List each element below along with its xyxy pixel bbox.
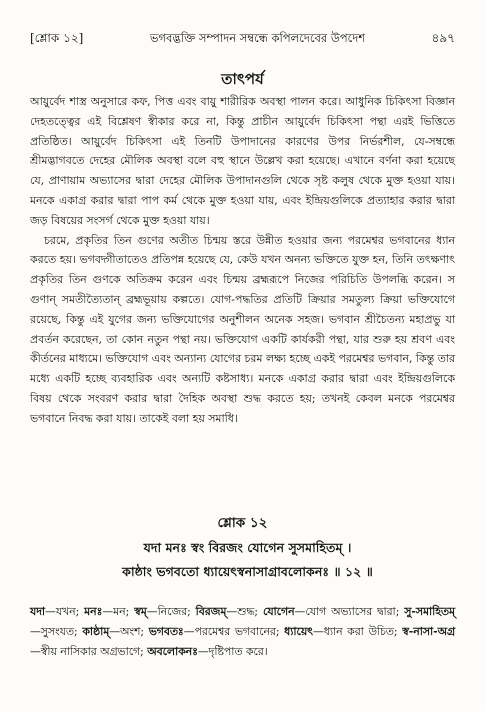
purport-heading: তাৎপর্য	[221, 70, 264, 88]
synonym-term: সু-সমাহিতম্	[404, 605, 455, 618]
synonym-meaning: নিজের	[157, 605, 188, 618]
synonym-meaning: মন	[113, 605, 126, 618]
verse-line: যদা মনঃ স্বং বিরজং যোগেন সুসমাহিতম্ ।	[143, 540, 352, 555]
word-for-word-synonyms: যদা—যখন; মনঃ—মন; স্বম্—নিজের; বিরজম্—শুদ্ধ; যোগেন—যোগ অভ্যাসের দ্বারা; সু-সমাহিতম্—সুসংযত; কাষ্ঠাম্—অংশ; ভগবতঃ—পরমেশ্বর ভগবানের; ধ্যায়েৎ—ধ্যান করা উচিত; স্ব-নাসা-অগ্র—স্বীয় নাসিকার অগ্রভাগে; অবলোকনঃ—দৃষ্টিপাত করে।	[30, 605, 456, 658]
verse-reference: [শ্লোক ১২]	[30, 31, 84, 45]
synonym-meaning: ধ্যান করা উচিত	[323, 625, 394, 638]
synonym-term: যদা	[30, 605, 46, 618]
verse-heading: শ্লোক ১২	[217, 515, 268, 531]
synonym-term: স্ব-নাসা-অগ্র	[402, 625, 456, 638]
synonym-meaning: স্বীয় নাসিকার অগ্রভাগে	[40, 645, 141, 658]
synonym-term: মনঃ	[84, 605, 103, 618]
sanskrit-verse	[40, 536, 455, 584]
synonym-term: যোগেন	[262, 605, 295, 618]
synonym-meaning: যখন	[55, 605, 76, 618]
synonym-meaning: অংশ	[120, 625, 141, 638]
synonym-term: কাষ্ঠাম্	[82, 625, 110, 638]
synonym-meaning: যোগ অভ্যাসের দ্বারা	[305, 605, 396, 618]
synonym-meaning: পরমেশ্বর ভগবানের	[194, 625, 276, 638]
synonym-meaning: দৃষ্টিপাত করে।	[208, 645, 268, 658]
verse-line: কাষ্ঠাং ভগবতো ধ্যায়েৎস্বনাসাগ্রাবলোকনঃ ॥ ১২ ॥	[122, 564, 373, 579]
purport-body	[30, 92, 455, 429]
synonym-term: অবলোকনঃ	[147, 645, 198, 658]
purport-paragraph: চরমে, প্রকৃতির তিন গুণের অতীত চিন্ময় স্তরে উন্নীত হওয়ার জন্য পরমেশ্বর ভগবানের ধ্যান করতে হয়। ভগবদ্গীতাতেও প্রতিপন্ন হয়েছে যে, কেউ যখন অনন্য ভক্তিতে যুক্ত হন, তিনি তৎক্ষণাৎ প্রকৃতির তিন গুণকে অতিক্রম করেন এবং চিন্ময় ব্রহ্মরূপে নিজের পরিচিতি উপলব্ধি করেন। স গুণান্ সমতীত্যৈতান্ ব্রহ্মভূয়ায় কল্পতে। যোগ-পদ্ধতির প্রতিটি ক্রিয়ার সমতুল্য ক্রিয়া ভক্তিযোগে রয়েছে, কিন্তু এই যুগের জন্য ভক্তিযোগের অনুশীলন অনেক সহজ। ভগবান শ্রীচৈতন্য মহাপ্রভু যা প্রবর্তন করেছেন, তা কোন নতুন পন্থা নয়। ভক্তিযোগ একটি কার্যকরী পন্থা, যার শুরু হয় শ্রবণ এবং কীর্তনের মাধ্যমে। ভক্তিযোগ এবং অন্যান্য যোগের চরম লক্ষ্য হচ্ছে একই পরমেশ্বর ভগবান, কিন্তু তার মধ্যে একটি হচ্ছে ব্যবহারিক এবং অন্যটি কষ্টসাধ্য। মনকে একাগ্র করার দ্বারা এবং ইন্দ্রিয়গুলিকে বিষয় থেকে সংবরণ করার দ্বারা দৈহিক অবস্থা শুদ্ধ করতে হয়; তখনই কেবল মনকে পরমেশ্বর ভগবানে নিবদ্ধ করা যায়। তাকেই বলা হয় সমাধি।	[30, 233, 455, 425]
synonym-meaning: শুদ্ধ	[237, 605, 255, 618]
synonym-term: ভগবতঃ	[148, 625, 184, 638]
page-number: ৪৯৭	[431, 31, 455, 45]
synonym-term: ধ্যায়েৎ	[284, 625, 313, 638]
chapter-running-title: ভগবদ্ভক্তি সম্পাদন সম্বন্ধে কপিলদেবের উপদেশ	[149, 31, 366, 45]
synonym-meaning: সুসংযত	[40, 625, 75, 638]
running-header	[30, 30, 455, 50]
synonym-term: বিরজম্	[195, 605, 227, 618]
synonym-term: স্বম্	[134, 605, 147, 618]
purport-paragraph: আয়ুর্বেদ শাস্ত্র অনুসারে কফ, পিত্ত এবং বায়ু শারীরিক অবস্থা পালন করে। আধুনিক চিকিৎসা বিজ্ঞান দেহতত্ত্বের এই বিশ্লেষণ স্বীকার করে না, কিন্তু প্রাচীন আয়ুর্বেদ চিকিৎসা পন্থা এরই ভিত্তিতে প্রতিষ্ঠিত। আয়ুর্বেদ চিকিৎসা এই তিনটি উপাদানের কারণের উপর নির্ভরশীল, যে-সম্বন্ধে শ্রীমদ্ভাগবতে দেহের মৌলিক অবস্থা বলে বহু স্থানে উল্লেখ করা হয়েছে। এখানে বর্ণনা করা হয়েছে যে, প্রাণায়াম অভ্যাসের দ্বারা দেহের মৌলিক উপাদানগুলি থেকে সৃষ্ট কলুষ থেকে মুক্ত হওয়া যায়। মনকে একাগ্র করার দ্বারা পাপ কর্ম থেকে মুক্ত হওয়া যায়, এবং ইন্দ্রিয়গুলিকে প্রত্যাহার করার দ্বারা জড় বিষয়ের সংসর্গ থেকে মুক্ত হওয়া যায়।	[30, 95, 455, 227]
